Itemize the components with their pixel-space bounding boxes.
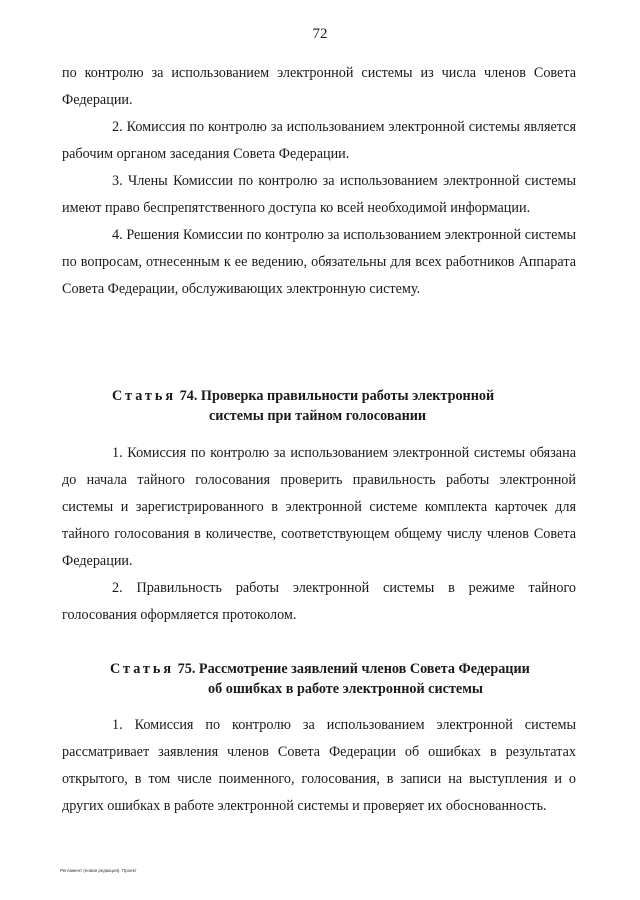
article-75-title-line-1: Рассмотрение заявлений членов Совета Федерации [198,661,530,677]
page-number: 72 [312,26,328,42]
paragraph-2: 2. Комиссия по контролю за использованием электронной системы является рабочим органом заседания Совета Федерации. [62,119,576,162]
article-74-label: Статья [112,388,177,404]
paragraph-74-1: 1. Комиссия по контролю за использованием электронной системы обязана до начала тайного голосования проверить правильность работы электронной системы и зарегистрированного в электронной системе комплекта карточек для тайного голосования в количестве, соответствующем общему числу членов Совета Федерации. [62,445,576,569]
paragraph-4: 4. Решения Комиссии по контролю за использованием электронной системы по вопросам, отнесенным к ее ведению, обязательны для всех работников Аппарата Совета Федерации, обслуживающих электронную систему. [62,227,576,297]
body-text-block-1 [62,60,576,303]
paragraph-74-2: 2. Правильность работы электронной системы в режиме тайного голосования оформляется протоколом. [62,580,576,623]
article-75-title-line-2: об ошибках в работе электронной системы [208,681,483,697]
article-74-title-line-2: системы при тайном голосовании [209,408,427,424]
paragraph-continuation: по контролю за использованием электронной системы из числа членов Совета Федерации. [62,65,576,108]
footer-note: Регламент (новая редакция). Проект [60,868,137,873]
article-74-title-line-1: Проверка правильности работы электронной [200,388,495,404]
article-75-number: 75. [177,661,196,677]
article-74-heading [112,386,494,426]
article-75-heading [110,659,530,699]
body-text-block-3 [62,712,576,820]
article-75-label: Статья [110,661,175,677]
article-74-number: 74. [179,388,198,404]
body-text-block-2 [62,440,576,629]
paragraph-75-1: 1. Комиссия по контролю за использованием электронной системы рассматривает заявления членов Совета Федерации об ошибках в результатах открытого, в том числе поименного, голосования, в записи на выступления и о других ошибках в работе электронной системы и проверяет их обоснованность. [62,717,576,814]
paragraph-3: 3. Члены Комиссии по контролю за использованием электронной системы имеют право беспрепятственного доступа ко всей необходимой информации. [62,173,576,216]
